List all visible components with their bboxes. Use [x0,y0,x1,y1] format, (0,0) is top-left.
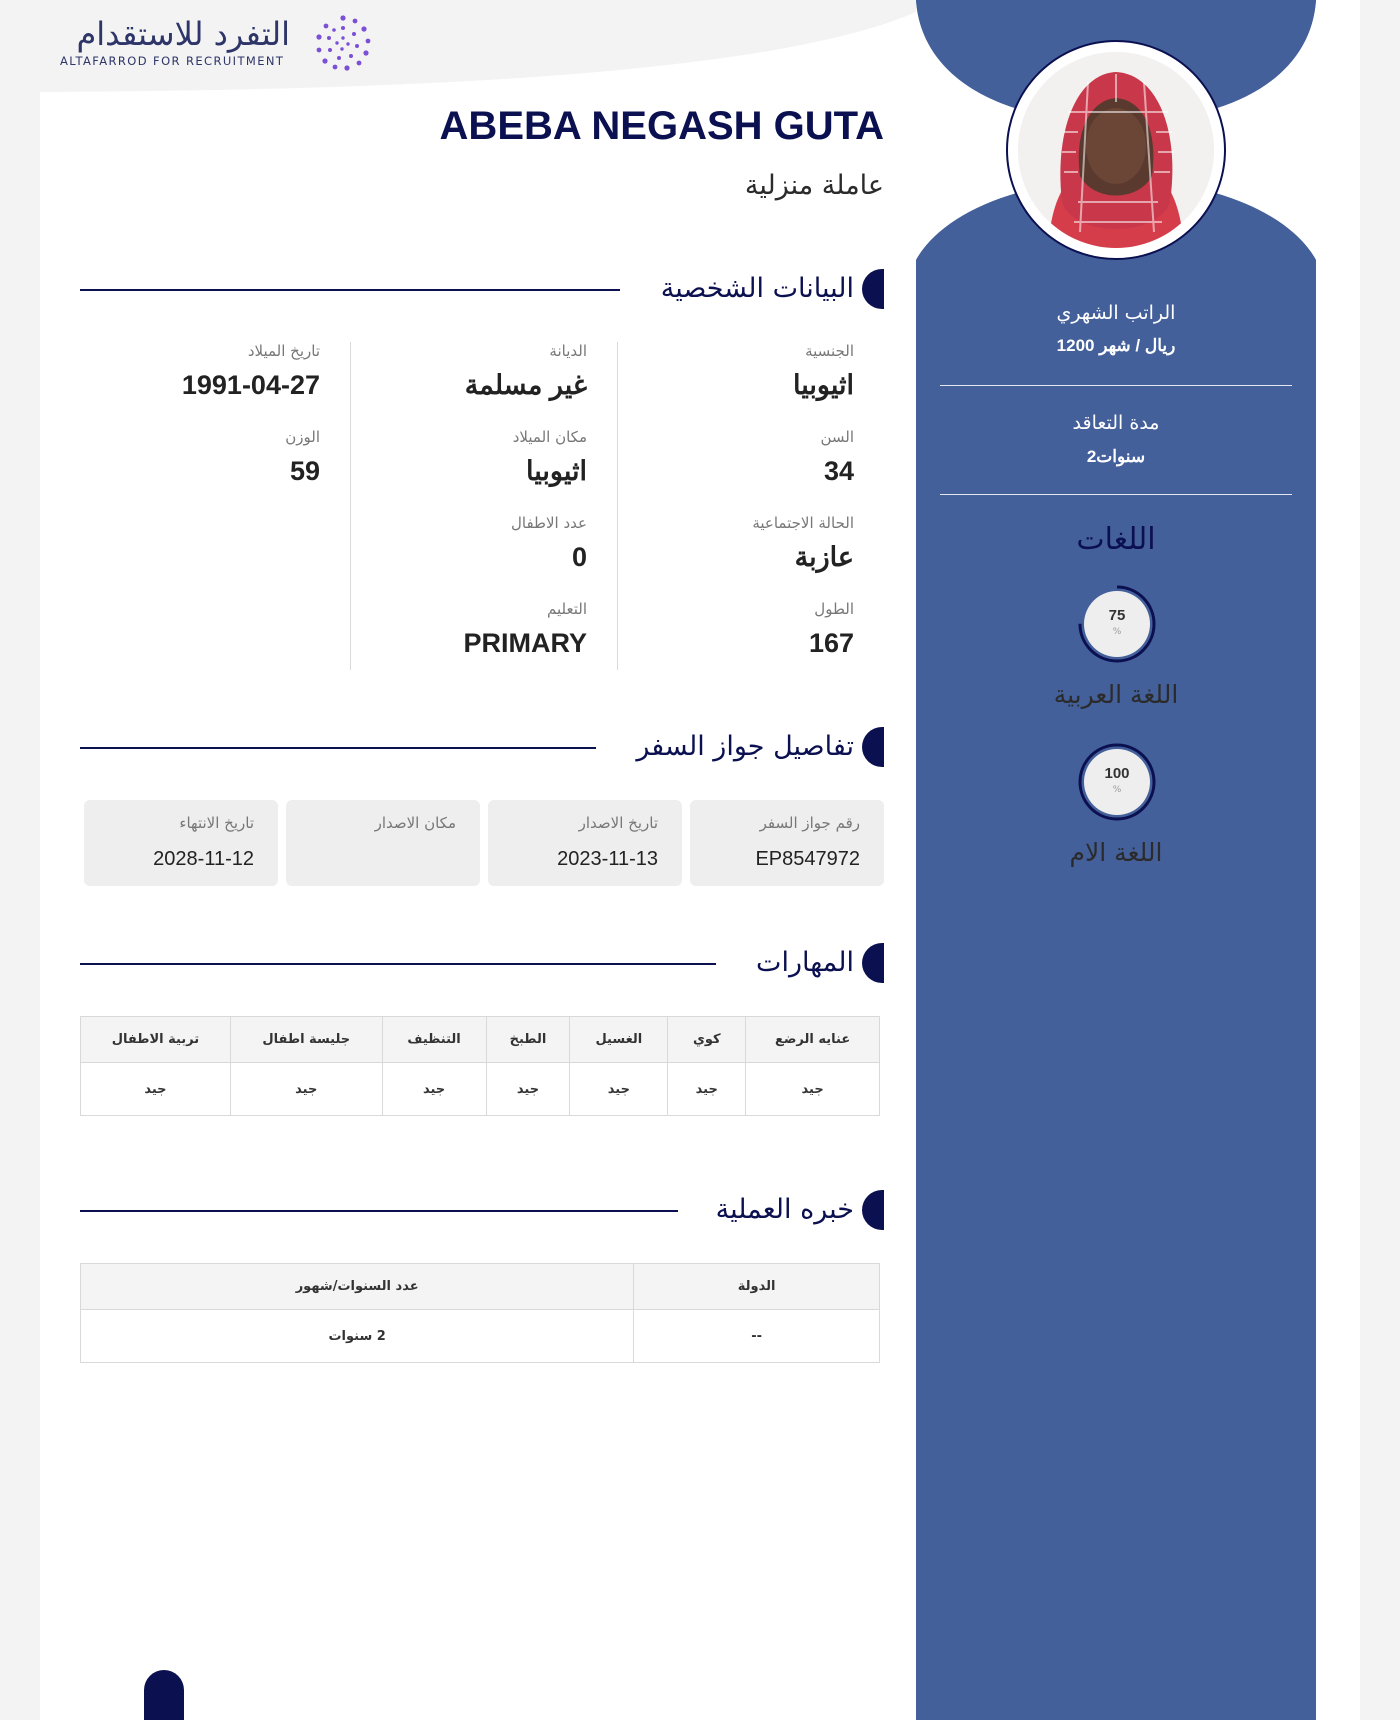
passport-expiry-card [84,800,278,886]
field-label: تاريخ الميلاد [247,342,320,360]
field-label: التعليم [547,600,587,618]
personal-column-1 [618,342,884,670]
section-rule [80,1210,678,1212]
field-label: تاريخ الانتهاء [179,814,254,832]
section-marker [862,269,884,309]
table-row [81,1310,880,1363]
field-value: 34 [823,456,854,486]
personal-column-3 [84,342,350,670]
field-label: السن [820,428,854,446]
logo-arabic-text: التفرد للاستقدام [76,15,290,53]
skill-level: جيد [81,1063,231,1116]
experience-table [80,1263,880,1363]
main-content [80,0,884,1720]
language-name: اللغة العربية [1053,680,1179,709]
salary-value: 1200 ريال / شهر [1056,336,1176,355]
section-header-passport [80,725,884,769]
section-title: البيانات الشخصية [661,267,854,311]
section-rule [80,747,596,749]
field-nationality [793,342,854,401]
skill-level: جيد [486,1063,570,1116]
skill-level: جيد [230,1063,382,1116]
field-value: 1991-04-27 [181,370,320,400]
percent-sign: % [1112,627,1122,637]
experience-header: عدد السنوات/شهور [81,1264,634,1310]
field-label: الحالة الاجتماعية [752,514,854,532]
section-marker [862,727,884,767]
skill-header: تربية الاطفال [81,1017,231,1063]
section-marker [862,1190,884,1230]
skill-level: جيد [746,1063,880,1116]
skill-header: كوي [668,1017,746,1063]
field-value: 2028-11-12 [153,848,254,870]
field-value: EP8547972 [755,848,860,870]
language-name: اللغة الام [1069,838,1163,867]
language-gauge-arabic [1076,583,1158,665]
field-value: 0 [571,542,587,572]
field-label: الوزن [285,428,320,446]
section-title: تفاصيل جواز السفر [636,725,854,769]
skill-header: الغسيل [570,1017,668,1063]
footer-decoration [144,1670,184,1720]
field-label: مكان الميلاد [512,428,587,446]
skill-level: جيد [570,1063,668,1116]
field-label: الديانة [549,342,587,360]
contract-duration-label: مدة التعاقد [1072,412,1160,434]
cv-page [40,0,1360,1720]
section-header-skills [80,941,884,985]
language-gauge-mother [1076,741,1158,823]
field-label: الجنسية [805,342,854,360]
contract-duration-value: 2سنوات [1086,447,1146,466]
field-value: عازبة [794,542,854,572]
section-title: المهارات [756,941,854,985]
table-header-row [81,1264,880,1310]
section-header-experience [80,1188,884,1232]
skills-table [80,1016,880,1116]
job-title: عاملة منزلية [744,170,884,201]
field-religion [465,342,587,401]
field-label: تاريخ الاصدار [578,814,658,832]
field-children [511,514,587,573]
experience-header: الدولة [634,1264,880,1310]
experience-duration: 2 سنوات [81,1310,634,1363]
field-age [820,428,854,487]
field-marital-status [752,514,854,573]
section-title: خبره العملية [716,1188,854,1232]
personal-column-2 [351,342,617,670]
salary-label: الراتب الشهري [1056,302,1176,324]
profile-sidebar [916,0,1316,1720]
profile-photo [1018,52,1214,248]
section-marker [862,943,884,983]
field-label: عدد الاطفال [511,514,587,532]
field-label: رقم جواز السفر [759,814,860,832]
passport-number-card [690,800,884,886]
field-value: اثيوبيا [525,456,587,486]
field-education [463,600,587,659]
logo-english-text: ALTAFARROD FOR RECRUITMENT [60,54,285,68]
field-birth-place [513,428,587,487]
field-value: اثيوبيا [792,370,854,400]
languages-title: اللغات [1076,522,1156,557]
field-value: 167 [808,628,854,658]
candidate-name: ABEBA NEGASH GUTA [439,104,884,148]
skill-header: عنايه الرضع [746,1017,880,1063]
field-value: PRIMARY [463,628,587,658]
field-birth-date [182,342,320,401]
field-value: 2023-11-13 [557,848,658,870]
column-divider [617,342,618,670]
section-rule [80,289,620,291]
table-row [81,1063,880,1116]
field-label: مكان الاصدار [374,814,456,832]
field-label: الطول [814,600,854,618]
section-header-personal [80,267,884,311]
table-header-row [81,1017,880,1063]
skill-header: جليسة اطفال [230,1017,382,1063]
skill-header: التنظيف [382,1017,486,1063]
passport-issue-date-card [488,800,682,886]
profile-photo-frame [1006,40,1226,260]
field-weight [285,428,320,487]
sidebar-divider [940,385,1292,386]
skill-level: جيد [382,1063,486,1116]
section-rule [80,963,716,965]
field-value: 59 [289,456,320,486]
language-percent: 75 [1108,607,1126,624]
language-percent: 100 [1104,765,1130,782]
progress-ring [1076,741,1158,823]
field-value: غير مسلمة [464,370,587,400]
column-divider [350,342,351,670]
skill-header: الطبخ [486,1017,570,1063]
skill-level: جيد [668,1063,746,1116]
percent-sign: % [1112,785,1122,795]
passport-issue-place-card [286,800,480,886]
field-height [809,600,854,659]
sidebar-divider [940,494,1292,495]
progress-ring [1076,583,1158,665]
experience-country: -- [634,1310,880,1363]
